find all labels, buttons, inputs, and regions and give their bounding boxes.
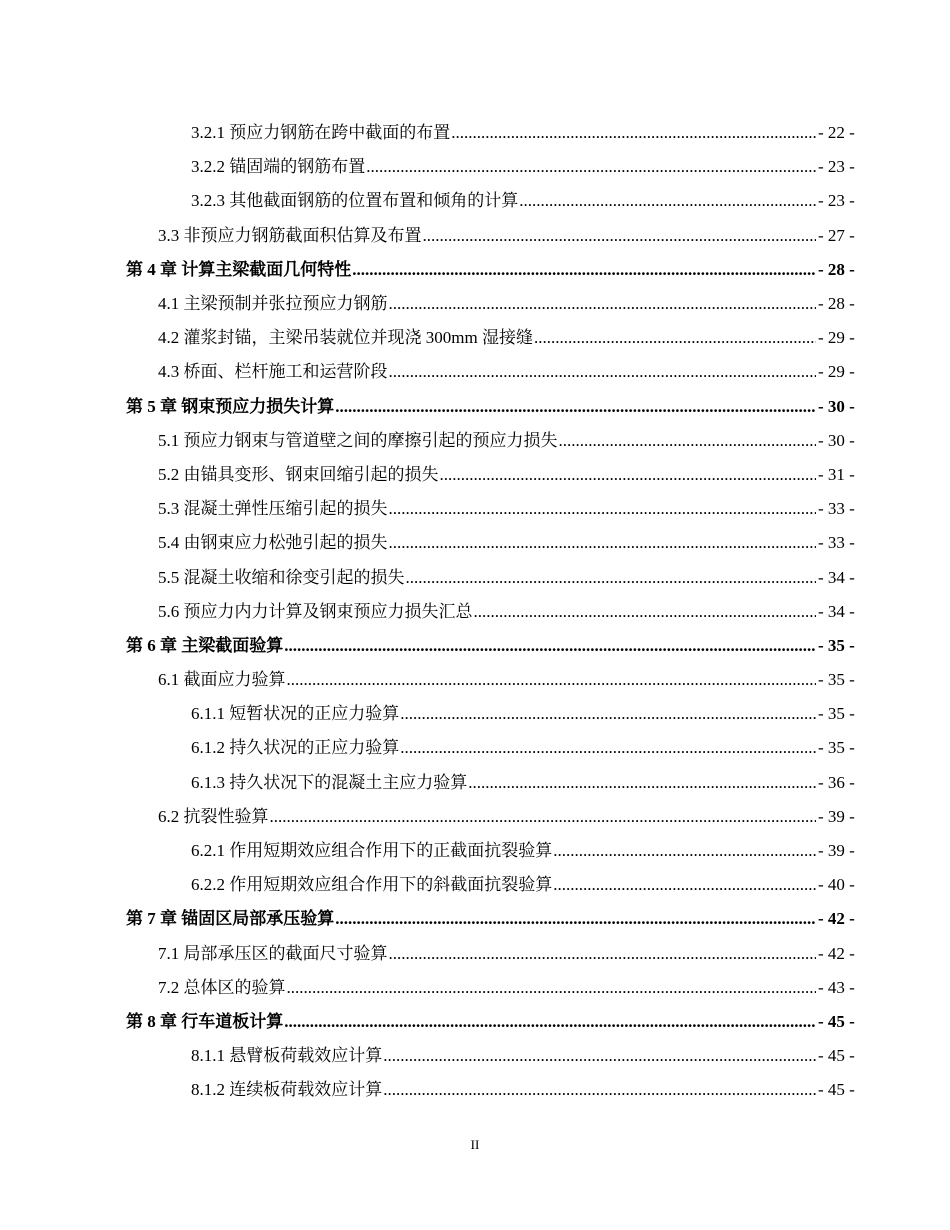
toc-entry-title: 第 6 章 主梁截面验算 bbox=[126, 635, 284, 655]
toc-entry-title: 3.2.1 预应力钢筋在跨中截面的布置 bbox=[191, 123, 451, 143]
toc-entry-page-number: - 28 - bbox=[818, 259, 855, 279]
toc-entry-page-number: - 45 - bbox=[818, 1011, 855, 1031]
dot-leader bbox=[270, 807, 817, 827]
toc-entry-title: 4.2 灌浆封锚，主梁吊装就位并现浇 300mm 湿接缝 bbox=[158, 328, 533, 348]
toc-entry-page-number: - 35 - bbox=[818, 704, 855, 724]
toc-entry-title: 3.2.3 其他截面钢筋的位置布置和倾角的计算 bbox=[191, 191, 519, 211]
toc-entry-page-number: - 45 - bbox=[818, 1080, 855, 1100]
dot-leader bbox=[389, 944, 817, 964]
toc-entry[interactable] bbox=[0, 1039, 950, 1073]
toc-entry[interactable] bbox=[0, 800, 950, 834]
toc-entry[interactable] bbox=[0, 937, 950, 971]
toc-entry[interactable] bbox=[0, 492, 950, 526]
toc-entry[interactable] bbox=[0, 184, 950, 218]
table-of-contents bbox=[0, 116, 950, 1107]
dot-leader bbox=[352, 260, 816, 280]
toc-entry-title: 6.2.2 作用短期效应组合作用下的斜截面抗裂验算 bbox=[191, 875, 553, 895]
dot-leader bbox=[534, 328, 816, 348]
toc-entry-page-number: - 22 - bbox=[818, 123, 855, 143]
dot-leader bbox=[553, 841, 816, 861]
toc-entry-page-number: - 33 - bbox=[818, 533, 855, 553]
page-number: II bbox=[470, 1137, 480, 1152]
dot-leader bbox=[284, 1012, 816, 1032]
toc-entry[interactable] bbox=[0, 458, 950, 492]
toc-entry[interactable] bbox=[0, 526, 950, 560]
toc-entry-page-number: - 36 - bbox=[818, 772, 855, 792]
toc-entry[interactable] bbox=[0, 629, 950, 663]
dot-leader bbox=[519, 191, 816, 211]
toc-entry-title: 第 7 章 锚固区局部承压验算 bbox=[126, 909, 335, 929]
toc-entry-page-number: - 34 - bbox=[818, 601, 855, 621]
toc-entry[interactable] bbox=[0, 766, 950, 800]
toc-entry-title: 6.2.1 作用短期效应组合作用下的正截面抗裂验算 bbox=[191, 841, 553, 861]
toc-entry-page-number: - 34 - bbox=[818, 567, 855, 587]
toc-entry[interactable] bbox=[0, 663, 950, 697]
dot-leader bbox=[287, 670, 817, 690]
dot-leader bbox=[474, 602, 817, 622]
toc-entry-page-number: - 39 - bbox=[818, 806, 855, 826]
toc-entry[interactable] bbox=[0, 116, 950, 150]
dot-leader bbox=[383, 1046, 816, 1066]
toc-entry[interactable] bbox=[0, 390, 950, 424]
toc-entry[interactable] bbox=[0, 560, 950, 594]
toc-entry-title: 6.2 抗裂性验算 bbox=[158, 806, 269, 826]
toc-entry-page-number: - 35 - bbox=[818, 670, 855, 690]
toc-entry[interactable] bbox=[0, 219, 950, 253]
toc-entry-title: 第 8 章 行车道板计算 bbox=[126, 1011, 284, 1031]
dot-leader bbox=[440, 465, 817, 485]
toc-entry-title: 第 4 章 计算主梁截面几何特性 bbox=[126, 259, 352, 279]
toc-entry[interactable] bbox=[0, 1005, 950, 1039]
toc-entry[interactable] bbox=[0, 253, 950, 287]
toc-entry-page-number: - 45 - bbox=[818, 1046, 855, 1066]
dot-leader bbox=[389, 362, 817, 382]
toc-entry-page-number: - 43 - bbox=[818, 977, 855, 997]
dot-leader bbox=[423, 226, 817, 246]
toc-entry[interactable] bbox=[0, 1073, 950, 1107]
toc-entry-page-number: - 27 - bbox=[818, 225, 855, 245]
toc-entry-title: 3.3 非预应力钢筋截面积估算及布置 bbox=[158, 225, 422, 245]
toc-entry-page-number: - 33 - bbox=[818, 499, 855, 519]
toc-entry-title: 7.2 总体区的验算 bbox=[158, 977, 286, 997]
dot-leader bbox=[389, 499, 817, 519]
toc-entry-page-number: - 42 - bbox=[818, 943, 855, 963]
toc-entry-page-number: - 28 - bbox=[818, 294, 855, 314]
dot-leader bbox=[335, 909, 816, 929]
toc-entry-title: 4.1 主梁预制并张拉预应力钢筋 bbox=[158, 294, 388, 314]
dot-leader bbox=[383, 1080, 816, 1100]
toc-entry[interactable] bbox=[0, 902, 950, 936]
toc-entry-page-number: - 23 - bbox=[818, 157, 855, 177]
toc-entry-title: 第 5 章 钢束预应力损失计算 bbox=[126, 396, 335, 416]
toc-entry[interactable] bbox=[0, 150, 950, 184]
toc-entry-page-number: - 30 - bbox=[818, 396, 855, 416]
dot-leader bbox=[559, 431, 817, 451]
dot-leader bbox=[468, 773, 816, 793]
toc-entry-page-number: - 29 - bbox=[818, 328, 855, 348]
dot-leader bbox=[400, 704, 816, 724]
toc-entry-title: 5.5 混凝土收缩和徐变引起的损失 bbox=[158, 567, 405, 587]
toc-entry[interactable] bbox=[0, 731, 950, 765]
toc-entry-page-number: - 40 - bbox=[818, 875, 855, 895]
toc-entry-title: 4.3 桥面、栏杆施工和运营阶段 bbox=[158, 362, 388, 382]
toc-entry[interactable] bbox=[0, 287, 950, 321]
toc-entry[interactable] bbox=[0, 834, 950, 868]
toc-entry[interactable] bbox=[0, 595, 950, 629]
toc-entry-title: 8.1.1 悬臂板荷载效应计算 bbox=[191, 1046, 383, 1066]
dot-leader bbox=[389, 533, 817, 553]
toc-entry-title: 5.6 预应力内力计算及钢束预应力损失汇总 bbox=[158, 601, 473, 621]
dot-leader bbox=[451, 123, 816, 143]
toc-entry-page-number: - 39 - bbox=[818, 841, 855, 861]
toc-entry-page-number: - 35 - bbox=[818, 635, 855, 655]
toc-entry[interactable] bbox=[0, 321, 950, 355]
dot-leader bbox=[366, 157, 816, 177]
toc-entry[interactable] bbox=[0, 868, 950, 902]
toc-entry-page-number: - 31 - bbox=[818, 464, 855, 484]
toc-entry[interactable] bbox=[0, 697, 950, 731]
dot-leader bbox=[335, 397, 816, 417]
toc-entry[interactable] bbox=[0, 355, 950, 389]
dot-leader bbox=[406, 568, 817, 588]
toc-entry-title: 3.2.2 锚固端的钢筋布置 bbox=[191, 157, 366, 177]
dot-leader bbox=[553, 875, 816, 895]
toc-entry-title: 5.4 由钢束应力松弛引起的损失 bbox=[158, 533, 388, 553]
toc-entry-title: 5.1 预应力钢束与管道壁之间的摩擦引起的预应力损失 bbox=[158, 430, 558, 450]
toc-entry-page-number: - 42 - bbox=[818, 909, 855, 929]
toc-entry-title: 5.2 由锚具变形、钢束回缩引起的损失 bbox=[158, 464, 439, 484]
toc-entry-page-number: - 23 - bbox=[818, 191, 855, 211]
toc-entry-title: 6.1 截面应力验算 bbox=[158, 670, 286, 690]
dot-leader bbox=[287, 978, 817, 998]
toc-entry-title: 6.1.1 短暂状况的正应力验算 bbox=[191, 704, 400, 724]
dot-leader bbox=[389, 294, 817, 314]
dot-leader bbox=[400, 738, 816, 758]
toc-entry-title: 6.1.2 持久状况的正应力验算 bbox=[191, 738, 400, 758]
toc-entry-title: 5.3 混凝土弹性压缩引起的损失 bbox=[158, 499, 388, 519]
toc-entry-title: 7.1 局部承压区的截面尺寸验算 bbox=[158, 943, 388, 963]
toc-entry[interactable] bbox=[0, 424, 950, 458]
toc-entry-page-number: - 30 - bbox=[818, 430, 855, 450]
toc-entry-page-number: - 29 - bbox=[818, 362, 855, 382]
toc-entry-title: 8.1.2 连续板荷载效应计算 bbox=[191, 1080, 383, 1100]
toc-entry-title: 6.1.3 持久状况下的混凝土主应力验算 bbox=[191, 772, 468, 792]
toc-entry-page-number: - 35 - bbox=[818, 738, 855, 758]
dot-leader bbox=[284, 636, 816, 656]
toc-entry[interactable] bbox=[0, 971, 950, 1005]
